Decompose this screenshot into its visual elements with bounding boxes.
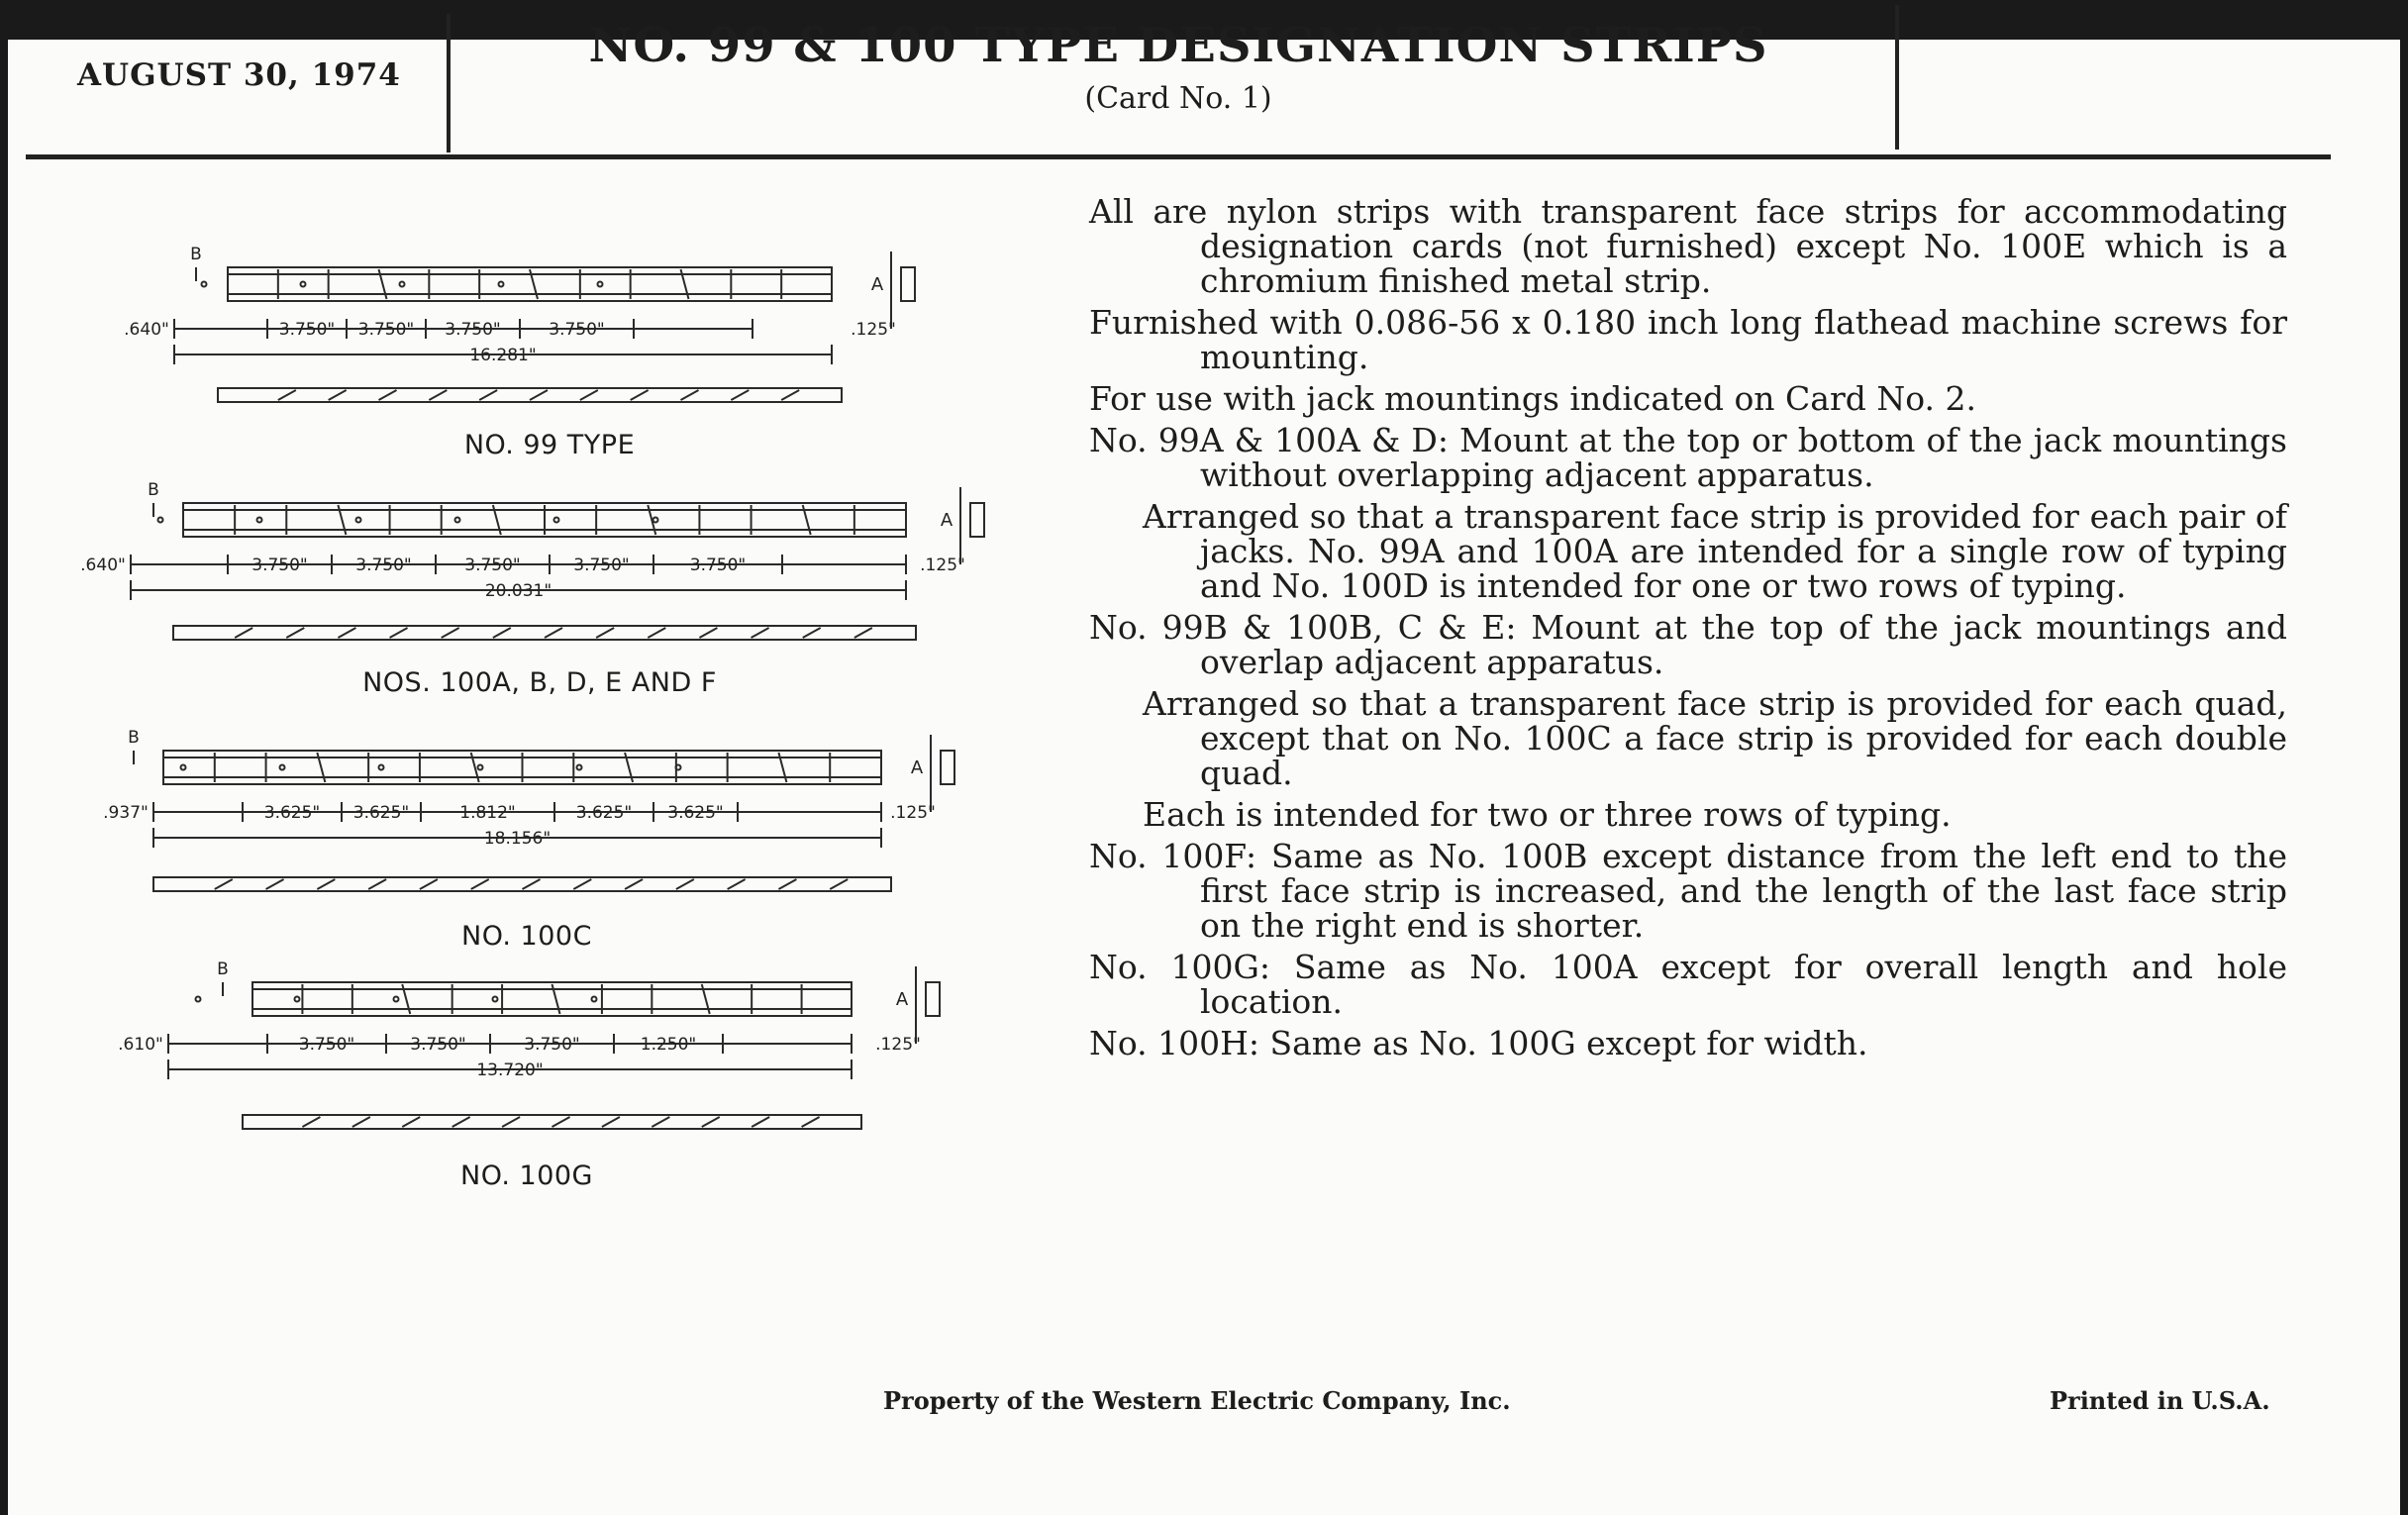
dimension-spacing: 3.750" — [464, 556, 521, 575]
mounting-hole — [158, 518, 163, 523]
mounting-hole — [301, 282, 306, 287]
paragraph: For use with jack mountings indicated on Card No. 2. — [1089, 379, 1976, 418]
dimension-offset: .937" — [103, 803, 149, 823]
dimension-label-b: B — [190, 245, 202, 264]
face-strip-slant — [602, 1117, 620, 1127]
card-date: AUGUST 30, 1974 — [77, 57, 401, 93]
dimension-thickness: .125" — [875, 1035, 921, 1055]
face-strip-slant — [580, 390, 598, 400]
dimension-label-b: B — [148, 480, 159, 500]
mounting-hole — [181, 765, 186, 770]
dimension-offset: .640" — [124, 320, 169, 340]
description-text — [1089, 194, 2287, 1067]
face-strip-slant — [552, 1117, 570, 1127]
face-strip-slant — [702, 1117, 720, 1127]
paragraph: No. 100G: Same as No. 100A except for overall length and hole location. — [1089, 948, 2287, 1021]
mounting-hole — [577, 765, 582, 770]
face-strip-slant — [420, 879, 438, 889]
strip-diagram-2 — [134, 735, 954, 891]
dimension-overall: 20.031" — [484, 581, 552, 601]
dimension-spacing: 3.750" — [357, 320, 415, 340]
card-title: NO. 99 & 100 TYPE DESIGNATION STRIPS — [588, 18, 1768, 73]
face-strip-slant — [235, 628, 252, 638]
face-strip-slant — [523, 879, 541, 889]
face-strip-slant — [266, 879, 284, 889]
diagram-caption-100c: NO. 100C — [461, 921, 592, 952]
dimension-overall: 18.156" — [483, 829, 552, 849]
dimension-label-a: A — [895, 989, 909, 1010]
dimension-spacing: 3.625" — [575, 803, 633, 823]
mounting-hole — [280, 765, 285, 770]
diagram-caption-100g: NO. 100G — [460, 1161, 593, 1191]
dimension-spacing: 3.750" — [251, 556, 308, 575]
face-strip-slant — [429, 390, 447, 400]
face-strip-slant — [215, 879, 233, 889]
mounting-hole — [653, 518, 658, 523]
dimension-spacing: 3.750" — [689, 556, 747, 575]
paragraph: Arranged so that a transparent face strip is provided for each quad, except that on No. 100C a face strip is provided for each double quad. — [1143, 684, 2287, 792]
strip-end-view — [941, 751, 954, 784]
card-subtitle: (Card No. 1) — [1084, 81, 1272, 116]
face-strip-slant — [830, 879, 848, 889]
face-strip-slant — [317, 879, 335, 889]
face-strip-slant — [728, 879, 746, 889]
mounting-hole — [592, 997, 597, 1002]
dimension-thickness: .125" — [890, 803, 936, 823]
mounting-hole — [400, 282, 405, 287]
face-strip-slant — [631, 390, 649, 400]
face-strip-slant — [452, 1117, 470, 1127]
face-strip-slant — [652, 1117, 669, 1127]
mounting-hole — [478, 765, 483, 770]
paragraph: Furnished with 0.086-56 x 0.180 inch long flathead machine screws for mounting. — [1089, 303, 2287, 376]
face-strip-slant — [402, 1117, 420, 1127]
dimension-spacing: 3.625" — [667, 803, 724, 823]
face-strip-slant — [676, 879, 694, 889]
face-strip-slant — [803, 628, 821, 638]
dimension-spacing: 1.250" — [640, 1035, 697, 1055]
face-strip-slant — [502, 1117, 520, 1127]
strip-end-view — [926, 982, 940, 1016]
dimension-spacing: 1.812" — [459, 803, 516, 823]
face-strip-slant — [648, 628, 665, 638]
dimension-spacing: 3.750" — [549, 320, 605, 340]
face-strip-slant — [596, 628, 614, 638]
mounting-hole — [257, 518, 262, 523]
face-strip-slant — [286, 628, 304, 638]
dimension-spacing: 3.625" — [352, 803, 410, 823]
mounting-hole — [455, 518, 460, 523]
face-strip-slant — [573, 879, 591, 889]
face-strip-slant — [752, 1117, 769, 1127]
mounting-hole — [356, 518, 361, 523]
dimension-label-b: B — [217, 960, 229, 979]
mounting-hole — [493, 997, 498, 1002]
dimension-spacing: 3.750" — [278, 320, 336, 340]
face-strip-slant — [379, 390, 397, 400]
face-strip-slant — [471, 879, 489, 889]
dimension-spacing: 3.750" — [298, 1035, 355, 1055]
paragraph: Arranged so that a transparent face strip is provided for each pair of jacks. No. 99A and 100A are intended for a single row of typing and No. 100D is intended for one or two rows of typing. — [1143, 497, 2287, 605]
face-strip-slant — [278, 390, 296, 400]
header-divider-right — [1895, 5, 1899, 150]
footer-printed: Printed in U.S.A. — [2050, 1386, 2270, 1415]
face-strip-slant — [778, 879, 796, 889]
face-strip-slant — [329, 390, 347, 400]
face-strip-slant — [368, 879, 386, 889]
dimension-label-a: A — [910, 758, 924, 778]
face-strip-slant — [479, 390, 497, 400]
dimension-label-a: A — [870, 274, 884, 295]
dimension-thickness: .125" — [920, 556, 965, 575]
dimension-overall: 16.281" — [469, 346, 537, 365]
dimension-thickness: .125" — [851, 320, 896, 340]
diagram-caption-100a: NOS. 100A, B, D, E AND F — [362, 667, 717, 698]
footer-property: Property of the Western Electric Company, Inc. — [883, 1386, 1511, 1415]
diagram-caption-99: NO. 99 TYPE — [463, 430, 636, 460]
face-strip-slant — [530, 390, 548, 400]
face-strip-slant — [781, 390, 799, 400]
face-strip-slant — [802, 1117, 820, 1127]
dimension-overall: 13.720" — [476, 1060, 544, 1080]
mounting-hole — [202, 282, 207, 287]
dimension-label-a: A — [940, 510, 953, 531]
face-strip-slant — [752, 628, 769, 638]
dimension-spacing: 3.625" — [263, 803, 321, 823]
strip-end-view — [901, 267, 915, 301]
face-strip-slant — [493, 628, 511, 638]
face-strip-slant — [699, 628, 717, 638]
face-strip-slant — [681, 390, 699, 400]
dimension-spacing: 3.750" — [410, 1035, 466, 1055]
strip-end-view — [970, 503, 984, 537]
face-strip-slant — [442, 628, 459, 638]
mounting-hole — [295, 997, 300, 1002]
paragraph: No. 99A & 100A & D: Mount at the top or bottom of the jack mountings without overlapping adjacent apparatus. — [1089, 421, 2287, 494]
dimension-spacing: 3.750" — [355, 556, 412, 575]
paragraph: No. 100F: Same as No. 100B except distance from the left end to the first face strip is increased, and the length of the last face strip on the right end is shorter. — [1089, 837, 2287, 945]
dimension-label-b: B — [128, 728, 140, 748]
mounting-hole — [379, 765, 384, 770]
face-strip-slant — [302, 1117, 320, 1127]
face-strip-slant — [854, 628, 872, 638]
face-strip-slant — [338, 628, 355, 638]
face-strip-slant — [390, 628, 408, 638]
mounting-hole — [554, 518, 559, 523]
paragraph: No. 100H: Same as No. 100G except for width. — [1089, 1024, 1868, 1062]
dimension-spacing: 3.750" — [573, 556, 630, 575]
dimension-spacing: 3.750" — [524, 1035, 580, 1055]
paragraph: No. 99B & 100B, C & E: Mount at the top of the jack mountings and overlap adjacent apparatus. — [1089, 608, 2287, 681]
face-strip-slant — [545, 628, 562, 638]
mounting-hole — [598, 282, 603, 287]
mounting-hole — [499, 282, 504, 287]
face-strip-slant — [352, 1117, 370, 1127]
mounting-hole — [394, 997, 399, 1002]
dimension-offset: .610" — [118, 1035, 163, 1055]
paragraph: All are nylon strips with transparent face strips for accommodating designation cards (not furnished) except No. 100E which is a chromium finished metal strip. — [1089, 192, 2287, 300]
mounting-hole — [196, 997, 201, 1002]
mounting-hole — [676, 765, 681, 770]
face-strip-slant — [625, 879, 643, 889]
strip-diagrams — [0, 0, 1069, 1248]
paragraph: Each is intended for two or three rows of typing. — [1143, 795, 1952, 834]
dimension-offset: .640" — [80, 556, 126, 575]
dimension-spacing: 3.750" — [445, 320, 501, 340]
face-strip-slant — [731, 390, 749, 400]
